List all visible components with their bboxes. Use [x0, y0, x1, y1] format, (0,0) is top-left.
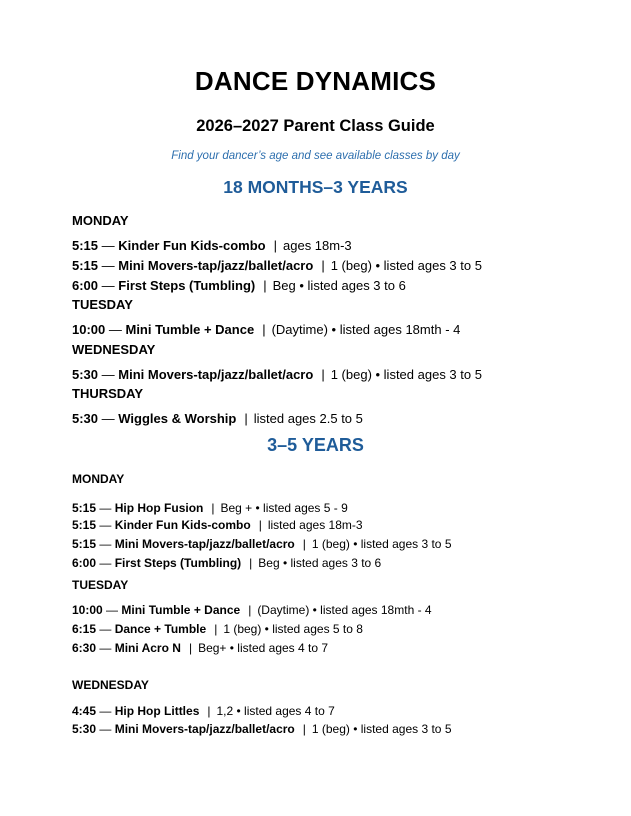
class-row: 5:30 — Mini Movers-tap/jazz/ballet/acro | 1 (beg) • listed ages 3 to 5: [72, 367, 482, 382]
class-row: 5:30 — Wiggles & Worship | listed ages 2.5 to 5: [72, 411, 363, 426]
class-row: 6:00 — First Steps (Tumbling) | Beg • listed ages 3 to 6: [72, 278, 406, 293]
page-tagline: Find your dancer’s age and see available classes by day: [171, 150, 460, 162]
class-row: 6:15 — Dance + Tumble | 1 (beg) • listed ages 5 to 8: [72, 622, 363, 636]
section-heading: 18 MONTHS–3 YEARS: [223, 177, 408, 197]
day-heading-wednesday: WEDNESDAY: [72, 342, 156, 357]
day-heading-wednesday: WEDNESDAY: [72, 678, 149, 692]
class-row: 5:15 — Kinder Fun Kids-combo | listed ages 18m-3: [72, 518, 363, 532]
day-heading-thursday: THURSDAY: [72, 386, 144, 401]
day-heading-monday: MONDAY: [72, 472, 125, 486]
class-row: 5:30 — Mini Movers-tap/jazz/ballet/acro | 1 (beg) • listed ages 3 to 5: [72, 722, 452, 736]
class-row: 5:15 — Kinder Fun Kids-combo | ages 18m-3: [72, 238, 352, 253]
page-title: DANCE DYNAMICS: [194, 66, 437, 96]
day-heading-monday: MONDAY: [72, 213, 129, 228]
class-row: 10:00 — Mini Tumble + Dance | (Daytime) • listed ages 18mth - 4: [72, 603, 432, 617]
class-row: 5:15 — Mini Movers-tap/jazz/ballet/acro | 1 (beg) • listed ages 3 to 5: [72, 537, 452, 551]
class-row: 6:00 — First Steps (Tumbling) | Beg • listed ages 3 to 6: [72, 556, 382, 570]
class-row: 4:45 — Hip Hop Littles | 1,2 • listed ages 4 to 7: [72, 704, 335, 718]
section-heading: 3–5 YEARS: [267, 435, 364, 455]
class-row: 5:15 — Mini Movers-tap/jazz/ballet/acro | 1 (beg) • listed ages 3 to 5: [72, 258, 482, 273]
day-heading-tuesday: TUESDAY: [72, 578, 129, 592]
class-row: 10:00 — Mini Tumble + Dance | (Daytime) • listed ages 18mth - 4: [72, 322, 461, 337]
page-subtitle: 2026–2027 Parent Class Guide: [196, 117, 435, 135]
day-heading-tuesday: TUESDAY: [72, 297, 133, 312]
class-row: 6:30 — Mini Acro N | Beg+ • listed ages 4 to 7: [72, 641, 329, 655]
class-row: 5:15 — Hip Hop Fusion | Beg + • listed ages 5 - 9: [72, 501, 348, 515]
